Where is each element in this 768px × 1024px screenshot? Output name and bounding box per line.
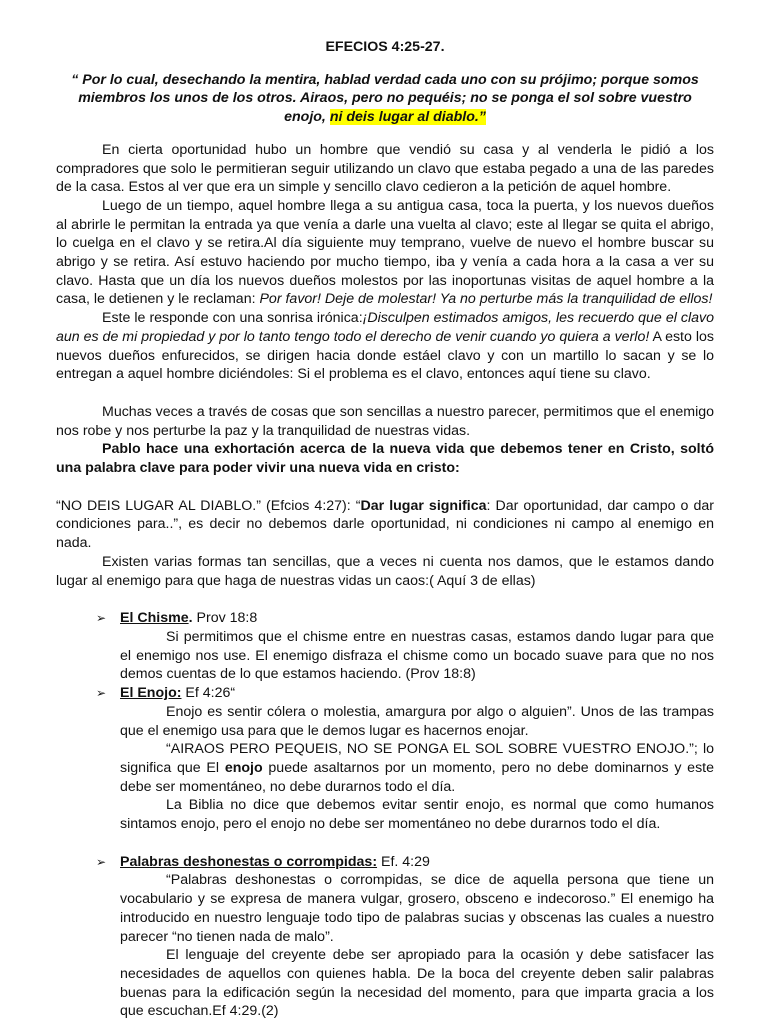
story-p3-italic: ¡Disculpen estimados amigos, les recuerdo que el clavo aun es de mi propiedad y por lo tanto tengo todo el derecho de venir cuando yo quiera a verlo! [56,310,714,345]
list-item-chisme [56,609,714,628]
definition-tail: : Dar oportunidad, dar campo o dar condiciones para..”, es decir no debemos darle oportunidad, ni condiciones ni campo al enemigo en nada. [56,497,714,552]
bible-verse [56,71,714,127]
item-p2-text: “AIRAOS PERO PEQUEIS, NO SE PONGA EL SOL SOBRE VUESTRO ENOJO.”; lo significa que El [120,741,714,776]
item-paragraph: La Biblia no dice que debemos evitar sentir enojo, es normal que como humanos sintamos enojo, pero el enojo no debe ser momentáneo no debe durarnos todo el día. [120,797,714,833]
item-paragraph: Si permitimos que el chisme entre en nuestras casas, estamos dando lugar para que el enemigo nos use. El enemigo disfraza el chisme como un bocado suave para que no nos demos cuentas de lo que estamos haciendo. (Prov 18:8) [120,628,714,683]
story-p2-text: Luego de un tiempo, aquel hombre llega a su antigua casa, toca la puerta, y los nuevos dueños al abrirle le permitan la entrada ya que venía a darle una vuelta al clavo; este al llegar se quita el abrigo, lo cuelga en el clavo y se retira.Al día siguiente muy temprano, vuelve de nuevo el hombre buscar su abrigo y se retira. Así estuvo haciendo por mucho tiempo, iba y venía a cada hora a la casa a ver su clavo. Hasta que un día los nuevos dueños molestos por las inoportunas visitas de aquel hombre a la casa, le detienen y le reclaman: [56,197,714,308]
reflection-paragraph: Muchas veces a través de cosas que son sencillas a nuestro parecer, permitimos que el enemigo nos robe y nos perturbe la paz y la tranquilidad de nuestras vidas. [56,403,714,439]
story-p3-text: Este le responde con una sonrisa irónica: [102,310,363,327]
item-p2-tail: puede asaltarnos por un momento, pero no debe dominarnos y este debe ser momentáneo, no debe durarnos todo el día. [120,759,714,795]
item-p2-bold: enojo [224,759,263,776]
arrow-bullet-icon: ➢ [96,686,107,701]
item-paragraph: El lenguaje del creyente debe ser apropiado para la ocasión y debe satisfacer las necesidades de aquellos con quienes habla. De la boca del creyente deben salir palabras buenas para la edificación según la necesidad del momento, para que imparta gracia a los que escuchan.Ef 4:29.(2) [120,947,714,1020]
verse-highlight: ni deis lugar al diablo.” [329,109,486,126]
exhortation-paragraph: Pablo hace una exhortación acerca de la nueva vida que debemos tener en Cristo, soltó una palabra clave para poder vivir una nueva vida en cristo: [56,441,714,477]
item-heading: El Chisme [120,610,189,627]
definition-bold: Dar lugar significa [360,497,487,514]
item-paragraph [56,740,714,796]
item-heading-tail: . [188,610,193,627]
arrow-bullet-icon: ➢ [96,611,107,626]
story-paragraph-3 [56,309,714,384]
story-p3-tail: A esto los nuevos dueños enfurecidos, se dirigen hacia donde estáel clavo y con un martillo lo sacan y se lo entregan a aquel hombre diciéndoles: Si el problema es el clavo, entonces aquí tiene su clavo. [56,328,714,383]
definition-paragraph [56,497,714,553]
item-paragraph: Enojo es sentir cólera o molestia, amargura por algo o alguien”. Unos de las trampas que el enemigo usa para que le demos lugar es hacernos enojar. [120,703,714,739]
item-reference: Ef 4:26“ [181,685,236,702]
story-paragraph-2 [56,197,714,309]
item-reference: Prov 18:8 [192,610,258,627]
document-title: EFECIOS 4:25-27. [325,39,445,55]
story-paragraph-1: En cierta oportunidad hubo un hombre que vendió su casa y al venderla le pidió a los compradores que solo le permitieran seguir utilizando un clavo que estaba pegado a una de las paredes de la casa. Estos al ver que era un simple y sencillo clavo cedieron a la petición de aquel hombre. [56,141,714,196]
verse-text: “ Por lo cual, desechando la mentira, hablad verdad cada uno con su prójimo; porque somos miembros los unos de los otros. Airaos, pero no pequéis; no se ponga el sol sobre vuestro enojo, [71,71,699,126]
intro-list-paragraph: Existen varias formas tan sencillas, que a veces ni cuenta nos damos, que le estamos dando lugar al enemigo para que haga de nuestras vidas un caos:( Aquí 3 de ellas) [56,553,714,589]
arrow-bullet-icon: ➢ [96,854,107,869]
item-heading: El Enojo: [120,685,182,702]
item-heading: Palabras deshonestas o corrompidas: [120,853,378,870]
definition-text: “NO DEIS LUGAR AL DIABLO.” (Efcios 4:27): “ [56,497,361,514]
list-item-palabras [56,853,714,872]
list-item-enojo [56,684,714,703]
story-p2-italic: Por favor! Deje de molestar! Ya no perturbe más la tranquilidad de ellos! [259,291,713,308]
item-reference: Ef. 4:29 [377,853,430,870]
item-paragraph: “Palabras deshonestas o corrompidas, se dice de aquella persona que tiene un vocabulario y se expresa de manera vulgar, grosero, obsceno e indecoroso.” El enemigo ha introducido en nuestro lenguaje todo tipo de palabras sucias y obscenas las cuales a nuestro parecer “no tienen nada de malo”. [120,872,714,945]
